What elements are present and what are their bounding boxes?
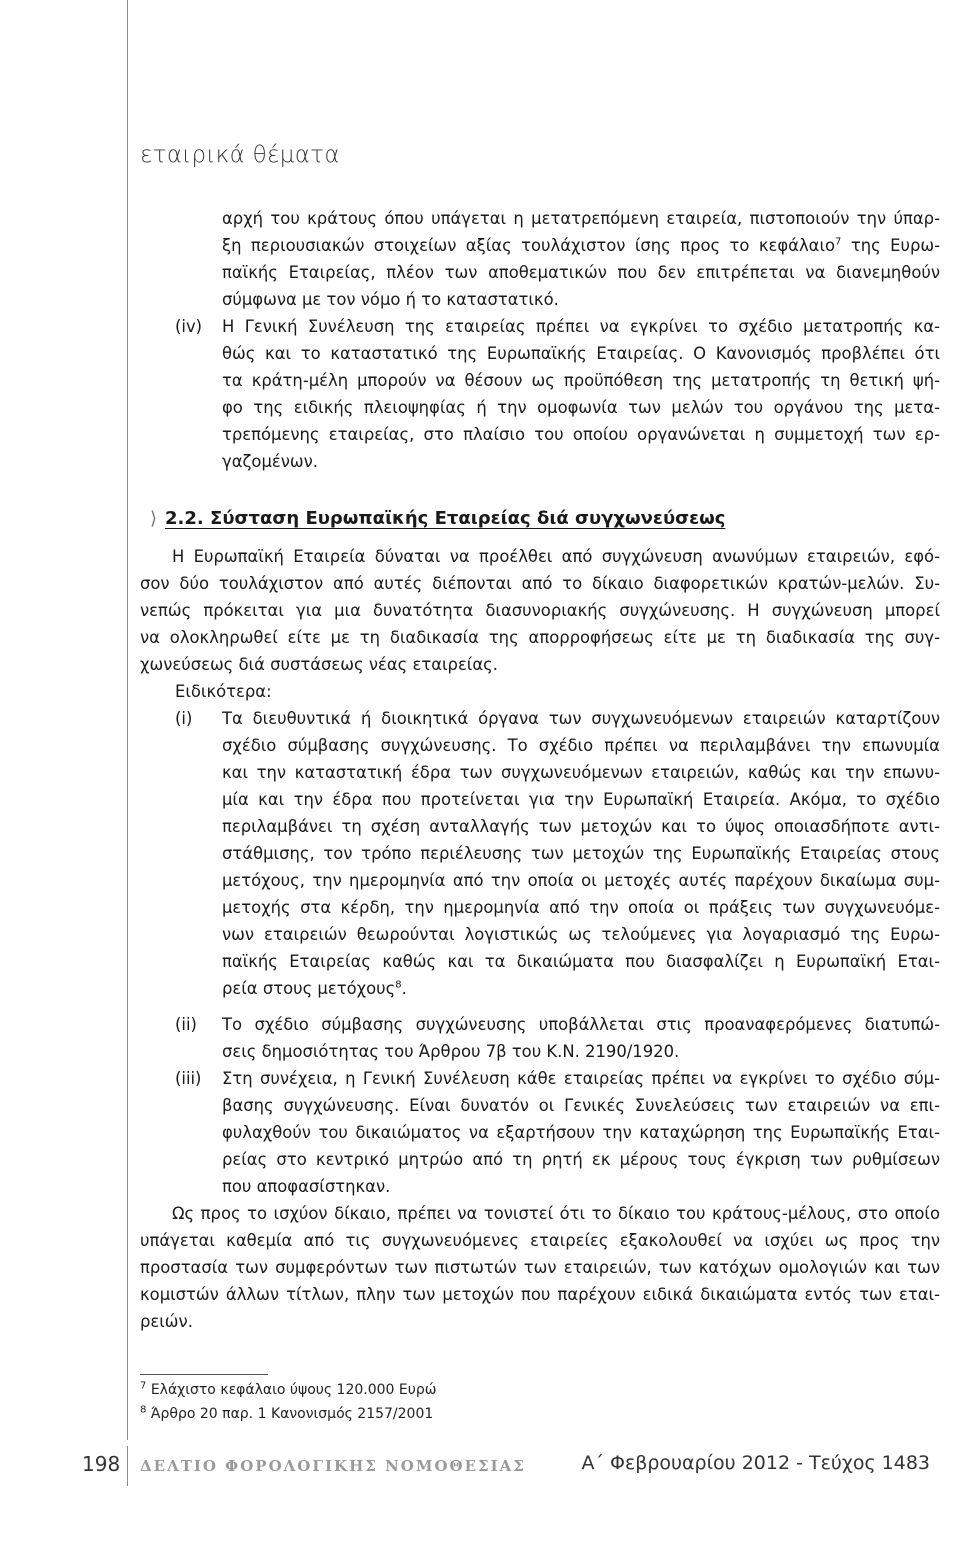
text-line: μετόχους, την ημερομηνία από την οποία οι μετοχές αυτές παρέχουν δικαίωμα συμ- — [222, 871, 940, 890]
footnote-ref-7[interactable]: 7 — [835, 236, 842, 248]
text-line: σεις δημοσιότητας του Άρθρου 7β του Κ.Ν. 2190/1920. — [222, 1042, 680, 1061]
section-heading — [150, 508, 725, 529]
text-line: Ως προς το ισχύον δίκαιο, πρέπει να τονιστεί ότι το δίκαιο του κράτους-μέλους, στο οποίο — [172, 1204, 940, 1223]
item-iii-continuation — [222, 205, 940, 313]
item-iv-text — [222, 313, 940, 475]
text-line: Στη συνέχεια, η Γενική Συνέλευση κάθε εταιρείας πρέπει να εγκρίνει το σχέδιο σύμ- — [222, 1069, 940, 1088]
text-line: τα κράτη-μέλη μπορούν να θέσουν ως προϋπόθεση της μετατροπής τη θετική ψή- — [222, 371, 940, 390]
text-line: να ολοκληρωθεί είτε με τη διαδικασία της απορροφήσεως είτε με τη διαδικασία της συγ- — [140, 628, 940, 647]
text-line: Η Ευρωπαϊκή Εταιρεία δύναται να προέλθει από συγχώνευση ανωνύμων εταιρειών, εφό- — [172, 547, 940, 566]
item-marker: (iv) — [175, 317, 203, 336]
text-line: νων εταιρειών θεωρούνται λογιστικώς ως τελούμενες για λογαριασμό της Ευρω- — [222, 925, 940, 944]
text-line: βασης συγχώνευσης. Είναι δυνατόν οι Γενικές Συνελεύσεις των εταιρειών να επι- — [222, 1096, 940, 1115]
item-marker: (ii) — [175, 1015, 197, 1034]
text-line: μία και την έδρα που προτείνεται για την Ευρωπαϊκή Εταιρεία. Ακόμα, το σχέδιο — [222, 790, 940, 809]
issue-info: Α΄ Φεβρουαρίου 2012 - Τεύχος 1483 — [581, 1452, 930, 1474]
footnote-divider — [140, 1374, 268, 1375]
section-title: εταιρικά θέματα — [140, 142, 340, 168]
text-line: χωνεύσεως διά συστάσεως νέας εταιρείας. — [140, 655, 498, 674]
specifically-label: Ειδικότερα: — [175, 682, 272, 701]
item-ii-text — [222, 1011, 940, 1065]
footer-rule — [127, 1446, 128, 1486]
text-line: στάθμισης, τον τρόπο περιέλευσης των μετοχών της Ευρωπαϊκής Εταιρείας στους — [222, 844, 940, 863]
footnote-7: $^7$ Ελάχιστο κεφάλαιο ύψους 120.000 Ευρώ — [140, 1380, 437, 1398]
text-line: αρχή του κράτους όπου υπάγεται η μετατρεπόμενη εταιρεία, πιστοποιούν την ύπαρ- — [222, 209, 940, 228]
text-line: μετοχής στα κέρδη, την ημερομηνία από την οποία οι πράξεις των συγχωνευόμε- — [222, 898, 940, 917]
chevron-right-icon: ⟩ — [150, 508, 158, 529]
text-line: φυλαχθούν του δικαιώματος να εξαρτήσουν την καταχώρηση της Ευρωπαϊκής Εται- — [222, 1123, 940, 1142]
closing-paragraph — [140, 1200, 940, 1335]
item-marker: (i) — [175, 709, 193, 728]
footnote-ref-8[interactable]: 8 — [395, 979, 402, 991]
text-line: Τα διευθυντικά ή διοικητικά όργανα των συγχωνευόμενων εταιρειών καταρτίζουν — [222, 709, 940, 728]
text-line: υπάγεται καθεμία από τις συγχωνευόμενες εταιρείες εξακολουθεί να ισχύει ως προς την — [140, 1231, 940, 1250]
text-line: νεπώς πρόκειται για μια δυνατότητα διασυνοριακής συγχώνευσης. Η συγχώνευση μπορεί — [140, 601, 940, 620]
text-line: τρεπόμενης εταιρείας, στο πλαίσιο του οποίου οργανώνεται η συμμετοχή των ερ- — [222, 425, 940, 444]
item-marker: (iii) — [175, 1069, 202, 1088]
text-line: Το σχέδιο σύμβασης συγχώνευσης υποβάλλεται στις προαναφερόμενες διατυπώ- — [222, 1015, 940, 1034]
text-line: θώς και το καταστατικό της Ευρωπαϊκής Εταιρείας. Ο Κανονισμός προβλέπει ότι — [222, 344, 940, 363]
text-line: ρεία στους μετόχους$^8$. — [222, 979, 407, 998]
item-i-text — [222, 705, 940, 1002]
item-iii-text — [222, 1065, 940, 1200]
text-line: που αποφασίστηκαν. — [222, 1177, 391, 1196]
text-line: παϊκής Εταιρείας, πλέον των αποθεματικών που δεν επιτρέπεται να διανεμηθούν — [222, 263, 940, 282]
text-line: σύμφωνα με τον νόμο ή το καταστατικό. — [222, 290, 559, 309]
text-line: ξη περιουσιακών στοιχείων αξίας τουλάχιστον ίσης προς το κεφάλαιο$^7$ της Ευρω- — [222, 236, 940, 255]
text-line: και την καταστατική έδρα των συγχωνευόμενων εταιρειών, καθώς και την επωνυ- — [222, 763, 940, 782]
margin-rule — [127, 0, 128, 1440]
text-line: φο της ειδικής πλειοψηφίας ή την ομοφωνία των μελών του οργάνου της μετα- — [222, 398, 940, 417]
text-line: κομιστών άλλων τίτλων, πλην των μετοχών που παρέχουν ειδικά δικαιώματα εντός των εται- — [140, 1285, 940, 1304]
text-line: παϊκής Εταιρείας καθώς και τα δικαιώματα που διασφαλίζει η Ευρωπαϊκή Εται- — [222, 952, 940, 971]
section-heading-text: 2.2. Σύσταση Ευρωπαϊκής Εταιρείας διά συγχωνεύσεως — [165, 508, 726, 529]
text-line: σον δύο τουλάχιστον από αυτές διέπονται από το δίκαιο διαφορετικών κρατών-μελών. Συ- — [140, 574, 940, 593]
text-line: Η Γενική Συνέλευση της εταιρείας πρέπει να εγκρίνει το σχέδιο μετατροπής κα- — [222, 317, 940, 336]
text-line: γαζομένων. — [222, 452, 318, 471]
footnote-8: $^8$ Άρθρο 20 παρ. 1 Κανονισμός 2157/2001 — [140, 1404, 434, 1422]
text-line: ρειών. — [140, 1312, 193, 1331]
page-number: 198 — [82, 1452, 121, 1476]
intro-paragraph — [140, 543, 940, 678]
journal-name: ΔΕΛΤΙΟ ΦΟΡΟΛΟΓΙΚΗΣ ΝΟΜΟΘΕΣΙΑΣ — [140, 1457, 526, 1475]
text-line: ρείας στο κεντρικό μητρώο από τη ρητή εκ μέρους τους έγκριση των ρυθμίσεων — [222, 1150, 940, 1169]
text-line: σχέδιο σύμβασης συγχώνευσης. Το σχέδιο πρέπει να περιλαμβάνει την επωνυμία — [222, 736, 940, 755]
text-line: προστασία των συμφερόντων των πιστωτών των εταιρειών, των κατόχων ομολογιών και των — [140, 1258, 940, 1277]
text-line: περιλαμβάνει τη σχέση ανταλλαγής των μετοχών και το ύψος οποιασδήποτε αντι- — [222, 817, 940, 836]
